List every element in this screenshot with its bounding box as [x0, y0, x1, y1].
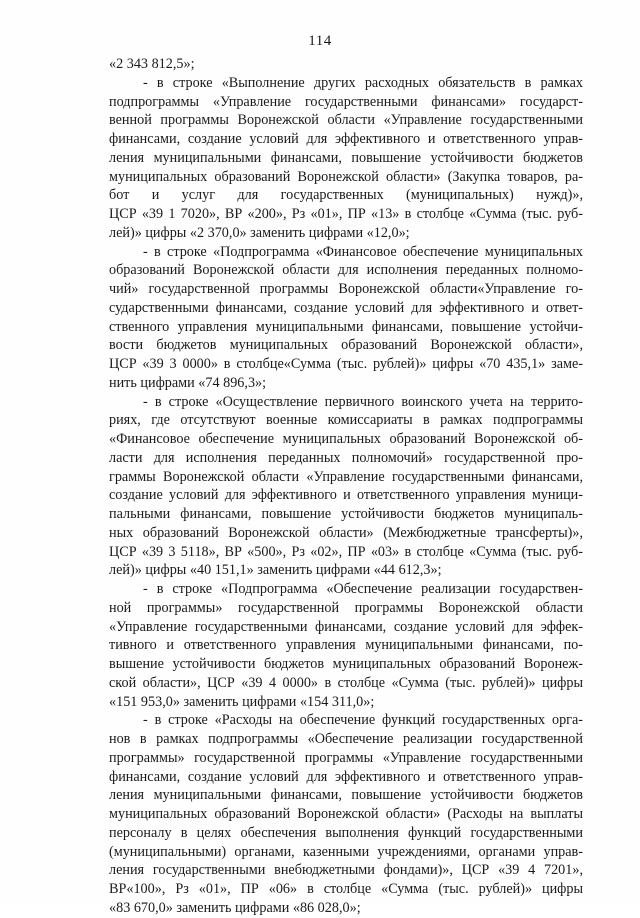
text-line: создание условий для эффективного и ответственного управления муници-	[109, 487, 583, 504]
text-line: «2 343 812,5»;	[109, 56, 195, 72]
paragraph-p2	[109, 243, 583, 393]
text-line: - в строке «Подпрограмма «Финансовое обеспечение муниципальных	[143, 243, 583, 260]
paragraph-p0	[109, 55, 583, 74]
text-line: ной программы» государственной программы Воронежской области	[109, 599, 583, 616]
text-line: программы» государственной программы «Управление государственными	[109, 749, 583, 766]
text-line: пальными финансами, повышение устойчивости бюджетов муниципаль-	[109, 506, 583, 522]
text-line: ления муниципальными финансами, повышение устойчивости бюджетов	[109, 149, 583, 166]
text-line: «Управление государственными финансами, создание условий для эффек-	[109, 618, 583, 635]
page-number: 114	[308, 33, 332, 49]
text-line: ЦСР «39 3 0000» в столбце«Сумма (тыс. рублей)» цифры «70 435,1» заме-	[109, 356, 583, 372]
text-line: бот и услуг для государственных (муниципальных) нужд)»,	[109, 187, 583, 204]
text-line: ных образований Воронежской области» (Межбюджетные трансферты)»,	[109, 524, 583, 541]
paragraph-p4	[109, 580, 583, 711]
text-line: ВР«100», Рз «01», ПР «06» в столбце «Сумма (тыс. рублей)» цифры	[109, 881, 583, 897]
text-line: персоналу в целях обеспечения выполнения функций государственными	[109, 824, 583, 841]
text-line: подпрограммы «Управление государственными финансами» государст-	[109, 93, 583, 110]
text-line: ления государственными внебюджетными фондами)», ЦСР «39 4 7201»,	[109, 862, 583, 879]
text-line: лей)» цифры «2 370,0» заменить цифрами «12,0»;	[109, 224, 410, 241]
text-line: нов в рамках подпрограммы «Обеспечение реализации государственной	[109, 731, 583, 747]
text-line: нить цифрами «74 896,3»;	[109, 374, 267, 391]
document-body	[109, 55, 583, 918]
text-line: финансами, создание условий для эффективного и ответственного управ-	[109, 768, 583, 785]
text-line: - в строке «Выполнение других расходных обязательств в рамках	[143, 74, 583, 91]
text-line: ЦСР «39 1 7020», ВР «200», Рз «01», ПР «13» в столбце «Сумма (тыс. руб-	[109, 206, 583, 222]
paragraph-p3	[109, 393, 583, 581]
paragraph-p5	[109, 711, 583, 917]
text-line: - в строке «Подпрограмма «Обеспечение реализации государствен-	[143, 581, 583, 597]
text-line: лей)» цифры «40 151,1» заменить цифрами «44 612,3»;	[109, 562, 442, 579]
text-line: чий» государственной программы Воронежской области«Управление го-	[109, 281, 583, 297]
text-line: - в строке «Расходы на обеспечение функций государственных орга-	[143, 712, 583, 729]
text-line: вости бюджетов муниципальных образований Воронежской области»,	[109, 337, 583, 354]
text-line: ственного управления муниципальными финансами, повышение устойчи-	[109, 318, 583, 335]
text-line: финансами, создание условий для эффективного и ответственного управ-	[109, 131, 583, 147]
text-line: ления муниципальными финансами, повышение устойчивости бюджетов	[109, 787, 583, 804]
text-line: вышение устойчивости бюджетов муниципальных образований Воронеж-	[109, 656, 583, 672]
text-line: муниципальных образований Воронежской области» (Закупка товаров, ра-	[109, 168, 583, 185]
text-line: образований Воронежской области для исполнения переданных полномо-	[109, 262, 583, 279]
text-line: «151 953,0» заменить цифрами «154 311,0»;	[109, 693, 375, 710]
text-line: ЦСР «39 3 5118», ВР «500», Рз «02», ПР «03» в столбце «Сумма (тыс. руб-	[109, 543, 583, 560]
text-line: муниципальных образований Воронежской области» (Расходы на выплаты	[109, 806, 583, 822]
text-line: ласти для исполнения переданных полномочий» государственной про-	[109, 449, 583, 466]
text-line: «83 670,0» заменить цифрами «86 028,0»;	[109, 899, 361, 916]
text-line: (муниципальными) органами, казенными учреждениями, органами управ-	[109, 843, 583, 860]
text-line: тивного и ответственного управления муниципальными финансами, по-	[109, 637, 583, 654]
text-line: - в строке «Осуществление первичного воинского учета на террито-	[143, 393, 583, 410]
paragraph-p1	[109, 74, 583, 243]
text-line: граммы Воронежской области «Управление государственными финансами,	[109, 468, 583, 485]
text-line: венной программы Воронежской области «Управление государственными	[109, 112, 583, 129]
text-line: сударственными финансами, создание условий для эффективного и ответ-	[109, 299, 583, 316]
text-line: риях, где отсутствуют военные комиссариаты в рамках подпрограммы	[109, 412, 583, 429]
text-line: «Финансовое обеспечение муниципальных образований Воронежской об-	[109, 431, 583, 447]
text-line: ской области», ЦСР «39 4 0000» в столбце «Сумма (тыс. рублей)» цифры	[109, 674, 583, 691]
